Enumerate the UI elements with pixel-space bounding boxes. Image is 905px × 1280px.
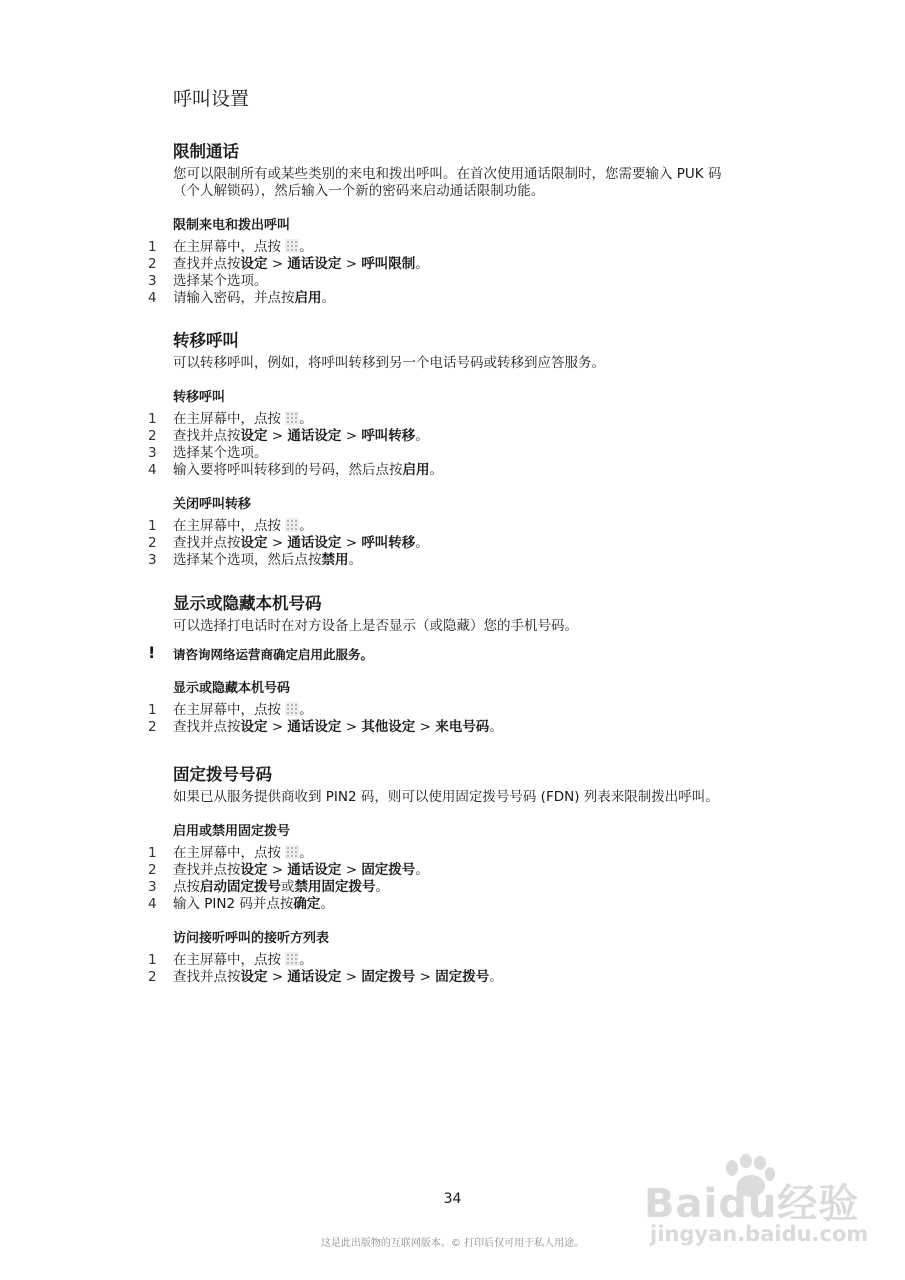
step-text-part: 。 bbox=[415, 256, 429, 272]
step-item bbox=[0, 462, 905, 479]
step-text-part: 。 bbox=[299, 518, 313, 534]
menu-path-item: 通话设定 bbox=[287, 535, 342, 551]
step-text-part: 在主屏幕中，点按 bbox=[173, 239, 286, 255]
step-number: 4 bbox=[148, 462, 157, 478]
menu-path-item: 设定 bbox=[240, 535, 268, 551]
step-text-part: > bbox=[267, 428, 288, 444]
step-text-part: 在主屏幕中，点按 bbox=[173, 518, 286, 534]
step-text bbox=[173, 290, 335, 307]
step-number: 3 bbox=[148, 552, 157, 568]
menu-path-item: 设定 bbox=[240, 256, 268, 272]
step-text-part: 选择某个选项。 bbox=[173, 445, 268, 461]
step-text-part: 。 bbox=[415, 862, 429, 878]
menu-path-item: 通话设定 bbox=[287, 256, 342, 272]
watermark-url: jingyan.baidu.com bbox=[650, 1222, 869, 1246]
step-text bbox=[173, 518, 313, 535]
menu-path-item: 固定拨号 bbox=[435, 969, 490, 985]
step-item bbox=[0, 969, 905, 986]
section-description: 可以选择打电话时在对方设备上是否显示（或隐藏）您的手机号码。 bbox=[173, 618, 578, 634]
step-item bbox=[0, 862, 905, 879]
section-heading: 限制通话 bbox=[173, 142, 239, 161]
step-text-part: 。 bbox=[321, 290, 335, 306]
menu-path-item: 启动固定拨号 bbox=[200, 879, 281, 895]
step-number: 2 bbox=[148, 969, 157, 985]
step-text-part: > bbox=[267, 969, 288, 985]
step-text-part: 。 bbox=[489, 719, 503, 735]
step-text bbox=[173, 462, 443, 479]
exclamation-icon: ! bbox=[148, 643, 156, 662]
note-text: 请咨询网络运营商确定启用此服务。 bbox=[173, 647, 374, 662]
step-text-part: 。 bbox=[299, 411, 313, 427]
step-item bbox=[0, 256, 905, 273]
grid-icon bbox=[285, 845, 299, 859]
section-caller-id bbox=[0, 590, 905, 736]
step-text bbox=[173, 273, 268, 290]
step-number: 3 bbox=[148, 445, 157, 461]
section-heading: 显示或隐藏本机号码 bbox=[173, 594, 322, 613]
step-text bbox=[173, 552, 362, 569]
section-description: 可以转移呼叫，例如，将呼叫转移到另一个电话号码或转移到应答服务。 bbox=[173, 355, 605, 371]
step-text-part: > bbox=[415, 719, 436, 735]
step-text-part: 查找并点按 bbox=[173, 535, 241, 551]
menu-path-item: 通话设定 bbox=[287, 428, 342, 444]
step-text-part: 。 bbox=[375, 879, 389, 895]
step-text bbox=[173, 862, 429, 879]
step-text-part: 查找并点按 bbox=[173, 719, 241, 735]
step-text bbox=[173, 239, 313, 256]
step-text-part: 选择某个选项，然后点按 bbox=[173, 552, 322, 568]
menu-path-item: 呼叫限制 bbox=[361, 256, 416, 272]
step-text-part: 请输入密码，并点按 bbox=[173, 290, 295, 306]
menu-path-item: 其他设定 bbox=[361, 719, 416, 735]
step-text-part: > bbox=[341, 535, 362, 551]
step-text-part: > bbox=[415, 969, 436, 985]
section-call-forwarding bbox=[0, 327, 905, 569]
step-text-part: 。 bbox=[415, 535, 429, 551]
step-number: 2 bbox=[148, 719, 157, 735]
step-text-part: 。 bbox=[299, 702, 313, 718]
step-text-part: 。 bbox=[429, 462, 443, 478]
step-text-part: 查找并点按 bbox=[173, 256, 241, 272]
step-text-part: 。 bbox=[299, 845, 313, 861]
step-text-part: 或 bbox=[281, 879, 295, 895]
step-item bbox=[0, 290, 905, 307]
subsection-heading: 限制来电和拨出呼叫 bbox=[173, 218, 291, 233]
step-item bbox=[0, 879, 905, 896]
step-text bbox=[173, 845, 313, 862]
page-title: 呼叫设置 bbox=[173, 88, 250, 110]
subsection-heading: 访问接听呼叫的接听方列表 bbox=[173, 931, 330, 946]
subsection-heading: 显示或隐藏本机号码 bbox=[173, 681, 291, 696]
section-heading: 转移呼叫 bbox=[173, 331, 239, 350]
step-text-part: 。 bbox=[320, 896, 334, 912]
grid-icon bbox=[285, 518, 299, 532]
menu-path-item: 固定拨号 bbox=[361, 862, 416, 878]
step-text-part: > bbox=[267, 719, 288, 735]
menu-path-item: 确定 bbox=[293, 896, 321, 912]
step-item bbox=[0, 273, 905, 290]
menu-path-item: 禁用 bbox=[321, 552, 349, 568]
step-text-part: 。 bbox=[348, 552, 362, 568]
step-text-part: 选择某个选项。 bbox=[173, 273, 268, 289]
step-text-part: 。 bbox=[299, 952, 313, 968]
menu-path-item: 通话设定 bbox=[287, 969, 342, 985]
step-number: 1 bbox=[148, 411, 157, 427]
step-number: 3 bbox=[148, 273, 157, 289]
grid-icon bbox=[285, 702, 299, 716]
step-number: 4 bbox=[148, 290, 157, 306]
watermark-logo: Baidu经验 bbox=[644, 1181, 860, 1227]
step-text-part: 输入 PIN2 码并点按 bbox=[173, 896, 294, 912]
section-call-barring bbox=[0, 138, 905, 307]
step-number: 1 bbox=[148, 952, 157, 968]
step-text-part: 输入要将呼叫转移到的号码，然后点按 bbox=[173, 462, 403, 478]
step-number: 4 bbox=[148, 896, 157, 912]
steps-list bbox=[0, 411, 905, 479]
subsection-heading: 启用或禁用固定拨号 bbox=[173, 824, 291, 839]
grid-icon bbox=[285, 952, 299, 966]
step-item bbox=[0, 428, 905, 445]
step-item bbox=[0, 445, 905, 462]
watermark bbox=[644, 1152, 874, 1248]
step-text-part: 在主屏幕中，点按 bbox=[173, 411, 286, 427]
step-text-part: > bbox=[341, 969, 362, 985]
section-description: 如果已从服务提供商收到 PIN2 码，则可以使用固定拨号号码 (FDN) 列表来限制拨出呼叫。 bbox=[173, 789, 719, 805]
step-number: 1 bbox=[148, 702, 157, 718]
menu-path-item: 通话设定 bbox=[287, 719, 342, 735]
menu-path-item: 设定 bbox=[240, 862, 268, 878]
menu-path-item: 启用 bbox=[402, 462, 430, 478]
step-text-part: 点按 bbox=[173, 879, 200, 895]
step-text bbox=[173, 535, 429, 552]
step-item bbox=[0, 552, 905, 569]
menu-path-item: 呼叫转移 bbox=[361, 428, 416, 444]
step-item bbox=[0, 535, 905, 552]
step-number: 1 bbox=[148, 845, 157, 861]
step-text-part: 查找并点按 bbox=[173, 428, 241, 444]
step-text-part: 在主屏幕中，点按 bbox=[173, 845, 286, 861]
step-item bbox=[0, 896, 905, 913]
step-text bbox=[173, 719, 503, 736]
menu-path-item: 启用 bbox=[294, 290, 322, 306]
section-description: 您可以限制所有或某些类别的来电和拨出呼叫。在首次使用通话限制时，您需要输入 PUK 码（个人解锁码），然后输入一个新的密码来启动通话限制功能。 bbox=[173, 166, 722, 199]
step-text-part: 在主屏幕中，点按 bbox=[173, 952, 286, 968]
step-text-part: 。 bbox=[489, 969, 503, 985]
grid-icon bbox=[285, 239, 299, 253]
steps-list bbox=[0, 845, 905, 913]
section-heading: 固定拨号号码 bbox=[173, 765, 272, 784]
step-item bbox=[0, 239, 905, 256]
step-text-part: > bbox=[341, 428, 362, 444]
menu-path-item: 来电号码 bbox=[435, 719, 490, 735]
step-item bbox=[0, 518, 905, 535]
important-note bbox=[148, 645, 905, 663]
step-text-part: 查找并点按 bbox=[173, 969, 241, 985]
steps-list bbox=[0, 702, 905, 736]
menu-path-item: 禁用固定拨号 bbox=[294, 879, 376, 895]
section-fixed-dialing bbox=[0, 761, 905, 986]
subsection-heading: 关闭呼叫转移 bbox=[173, 497, 252, 512]
step-number: 2 bbox=[148, 428, 157, 444]
menu-path-item: 设定 bbox=[240, 719, 268, 735]
step-text bbox=[173, 702, 313, 719]
subsection-heading: 转移呼叫 bbox=[173, 390, 226, 405]
step-item bbox=[0, 952, 905, 969]
menu-path-item: 设定 bbox=[240, 969, 268, 985]
step-number: 2 bbox=[148, 862, 157, 878]
step-number: 2 bbox=[148, 256, 157, 272]
menu-path-item: 固定拨号 bbox=[361, 969, 416, 985]
page-number: 34 bbox=[443, 1191, 462, 1207]
step-number: 2 bbox=[148, 535, 157, 551]
step-text-part: > bbox=[341, 862, 362, 878]
step-text-part: 。 bbox=[415, 428, 429, 444]
menu-path-item: 呼叫转移 bbox=[361, 535, 416, 551]
step-text bbox=[173, 445, 268, 462]
step-text-part: > bbox=[267, 862, 288, 878]
step-text-part: > bbox=[267, 256, 288, 272]
step-text-part: > bbox=[267, 535, 288, 551]
step-text-part: > bbox=[341, 719, 362, 735]
step-text bbox=[173, 896, 334, 913]
step-item bbox=[0, 845, 905, 862]
menu-path-item: 通话设定 bbox=[287, 862, 342, 878]
step-text bbox=[173, 256, 429, 273]
step-item bbox=[0, 719, 905, 736]
step-text-part: > bbox=[341, 256, 362, 272]
step-text bbox=[173, 428, 429, 445]
step-text bbox=[173, 952, 313, 969]
step-text bbox=[173, 879, 389, 896]
step-number: 1 bbox=[148, 239, 157, 255]
step-text-part: 查找并点按 bbox=[173, 862, 241, 878]
step-text bbox=[173, 969, 503, 986]
step-item bbox=[0, 411, 905, 428]
step-item bbox=[0, 702, 905, 719]
step-number: 1 bbox=[148, 518, 157, 534]
steps-list bbox=[0, 952, 905, 986]
step-text-part: 。 bbox=[299, 239, 313, 255]
grid-icon bbox=[285, 411, 299, 425]
step-text bbox=[173, 411, 313, 428]
step-number: 3 bbox=[148, 879, 157, 895]
footer-note: 这是此出版物的互联网版本。© 打印后仅可用于私人用途。 bbox=[320, 1238, 585, 1249]
steps-list bbox=[0, 518, 905, 569]
step-text-part: 在主屏幕中，点按 bbox=[173, 702, 286, 718]
menu-path-item: 设定 bbox=[240, 428, 268, 444]
steps-list bbox=[0, 239, 905, 307]
